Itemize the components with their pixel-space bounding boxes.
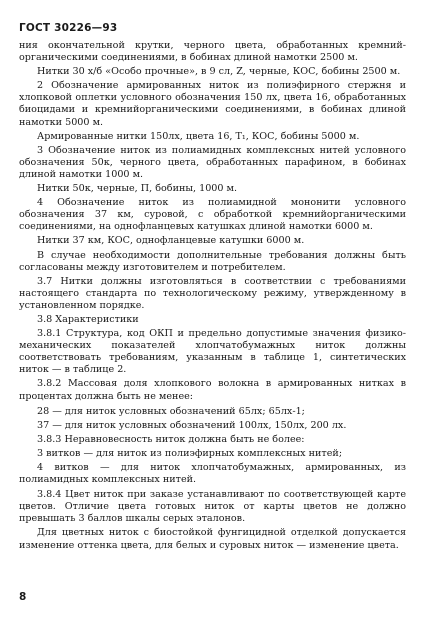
paragraph-3-8-4: 3.8.4 Цвет ниток при заказе устанавливают по соответствующей карте цветов. Отличие цвета готовых ниток от карты цветов не должно превышать 3 баллов шкалы серых эталонов. [19, 489, 406, 525]
page-header: ГОСТ 30226—93 [19, 22, 118, 34]
document-body [19, 40, 406, 554]
paragraph-cotton-share-37: 37 — для ниток условных обозначений 100лх, 150лх, 200 лх. [37, 419, 347, 431]
paragraph-example-2: Армированные нитки 150лх, цвета 16, T₁, КОС, бобины 5000 м. [37, 130, 360, 142]
paragraph-continuation: ния окончательной крутки, черного цвета, обработанных кремний-органическими соединениями, в бобинах длиной намотки 2500 м. [19, 40, 406, 64]
paragraph-color-tolerance: Для цветных ниток с биостойкой фунгицидной отделкой допускается изменение оттенка цвета, для белых и суровых ниток — изменение цвета. [19, 527, 406, 551]
paragraph-3-8-3: 3.8.3 Неравновесность ниток должна быть не более: [37, 433, 305, 445]
paragraph-item-2: 2 Обозначение армированных ниток из полиэфирного стержня и хлопковой оплетки условного обозначения 150 лх, цвета 16, обработанных биоцидами и кремнийорганическими соединениями, в бобинах длиной намотки 5000 м. [19, 80, 406, 128]
paragraph-twists-3: 3 витков — для ниток из полиэфирных комплексных нитей; [37, 447, 343, 459]
page-number: 8 [19, 591, 27, 603]
paragraph-3-8-1: 3.8.1 Структура, код ОКП и предельно допустимые значения физико-механических показателей хлопчатобумажных ниток должны соответствовать требованиям, указанным в таблице 1, синтетических ниток — в таблице 2. [19, 328, 406, 376]
paragraph-example-1: Нитки 30 х/б «Особо прочные», в 9 сл, Z, черные, КОС, бобины 2500 м. [37, 66, 401, 78]
paragraph-twists-4: 4 витков — для ниток хлопчатобумажных, армированных, из полиамидных комплексных нитей. [19, 462, 406, 486]
paragraph-cotton-share-28: 28 — для ниток условных обозначений 65лх; 65лх-1; [37, 405, 305, 417]
paragraph-3-8-heading: 3.8 Характеристики [37, 313, 139, 325]
paragraph-3-8-2: 3.8.2 Массовая доля хлопкового волокна в армированных нитках в процентах должна быть не менее: [19, 378, 406, 402]
paragraph-example-4: Нитки 37 км, КОС, однофланцевые катушки 6000 м. [37, 235, 305, 247]
paragraph-additional-requirements: В случае необходимости дополнительные требования должны быть согласованы между изготовителем и потребителем. [19, 249, 406, 273]
paragraph-example-3: Нитки 50к, черные, П, бобины, 1000 м. [37, 183, 238, 195]
paragraph-item-4: 4 Обозначение ниток из полиамидной мононити условного обозначения 37 км, суровой, с обработкой кремнийорганическими соединениями, на однофланцевых катушках длиной намотки 6000 м. [19, 197, 406, 233]
paragraph-item-3: 3 Обозначение ниток из полиамидных комплексных нитей условного обозначения 50к, черного цвета, обработанных парафином, в бобинах длиной намотки 1000 м. [19, 144, 406, 180]
paragraph-3-7: 3.7 Нитки должны изготовляться в соответствии с требованиями настоящего стандарта по технологическому режиму, утвержденному в установленном порядке. [19, 275, 406, 311]
